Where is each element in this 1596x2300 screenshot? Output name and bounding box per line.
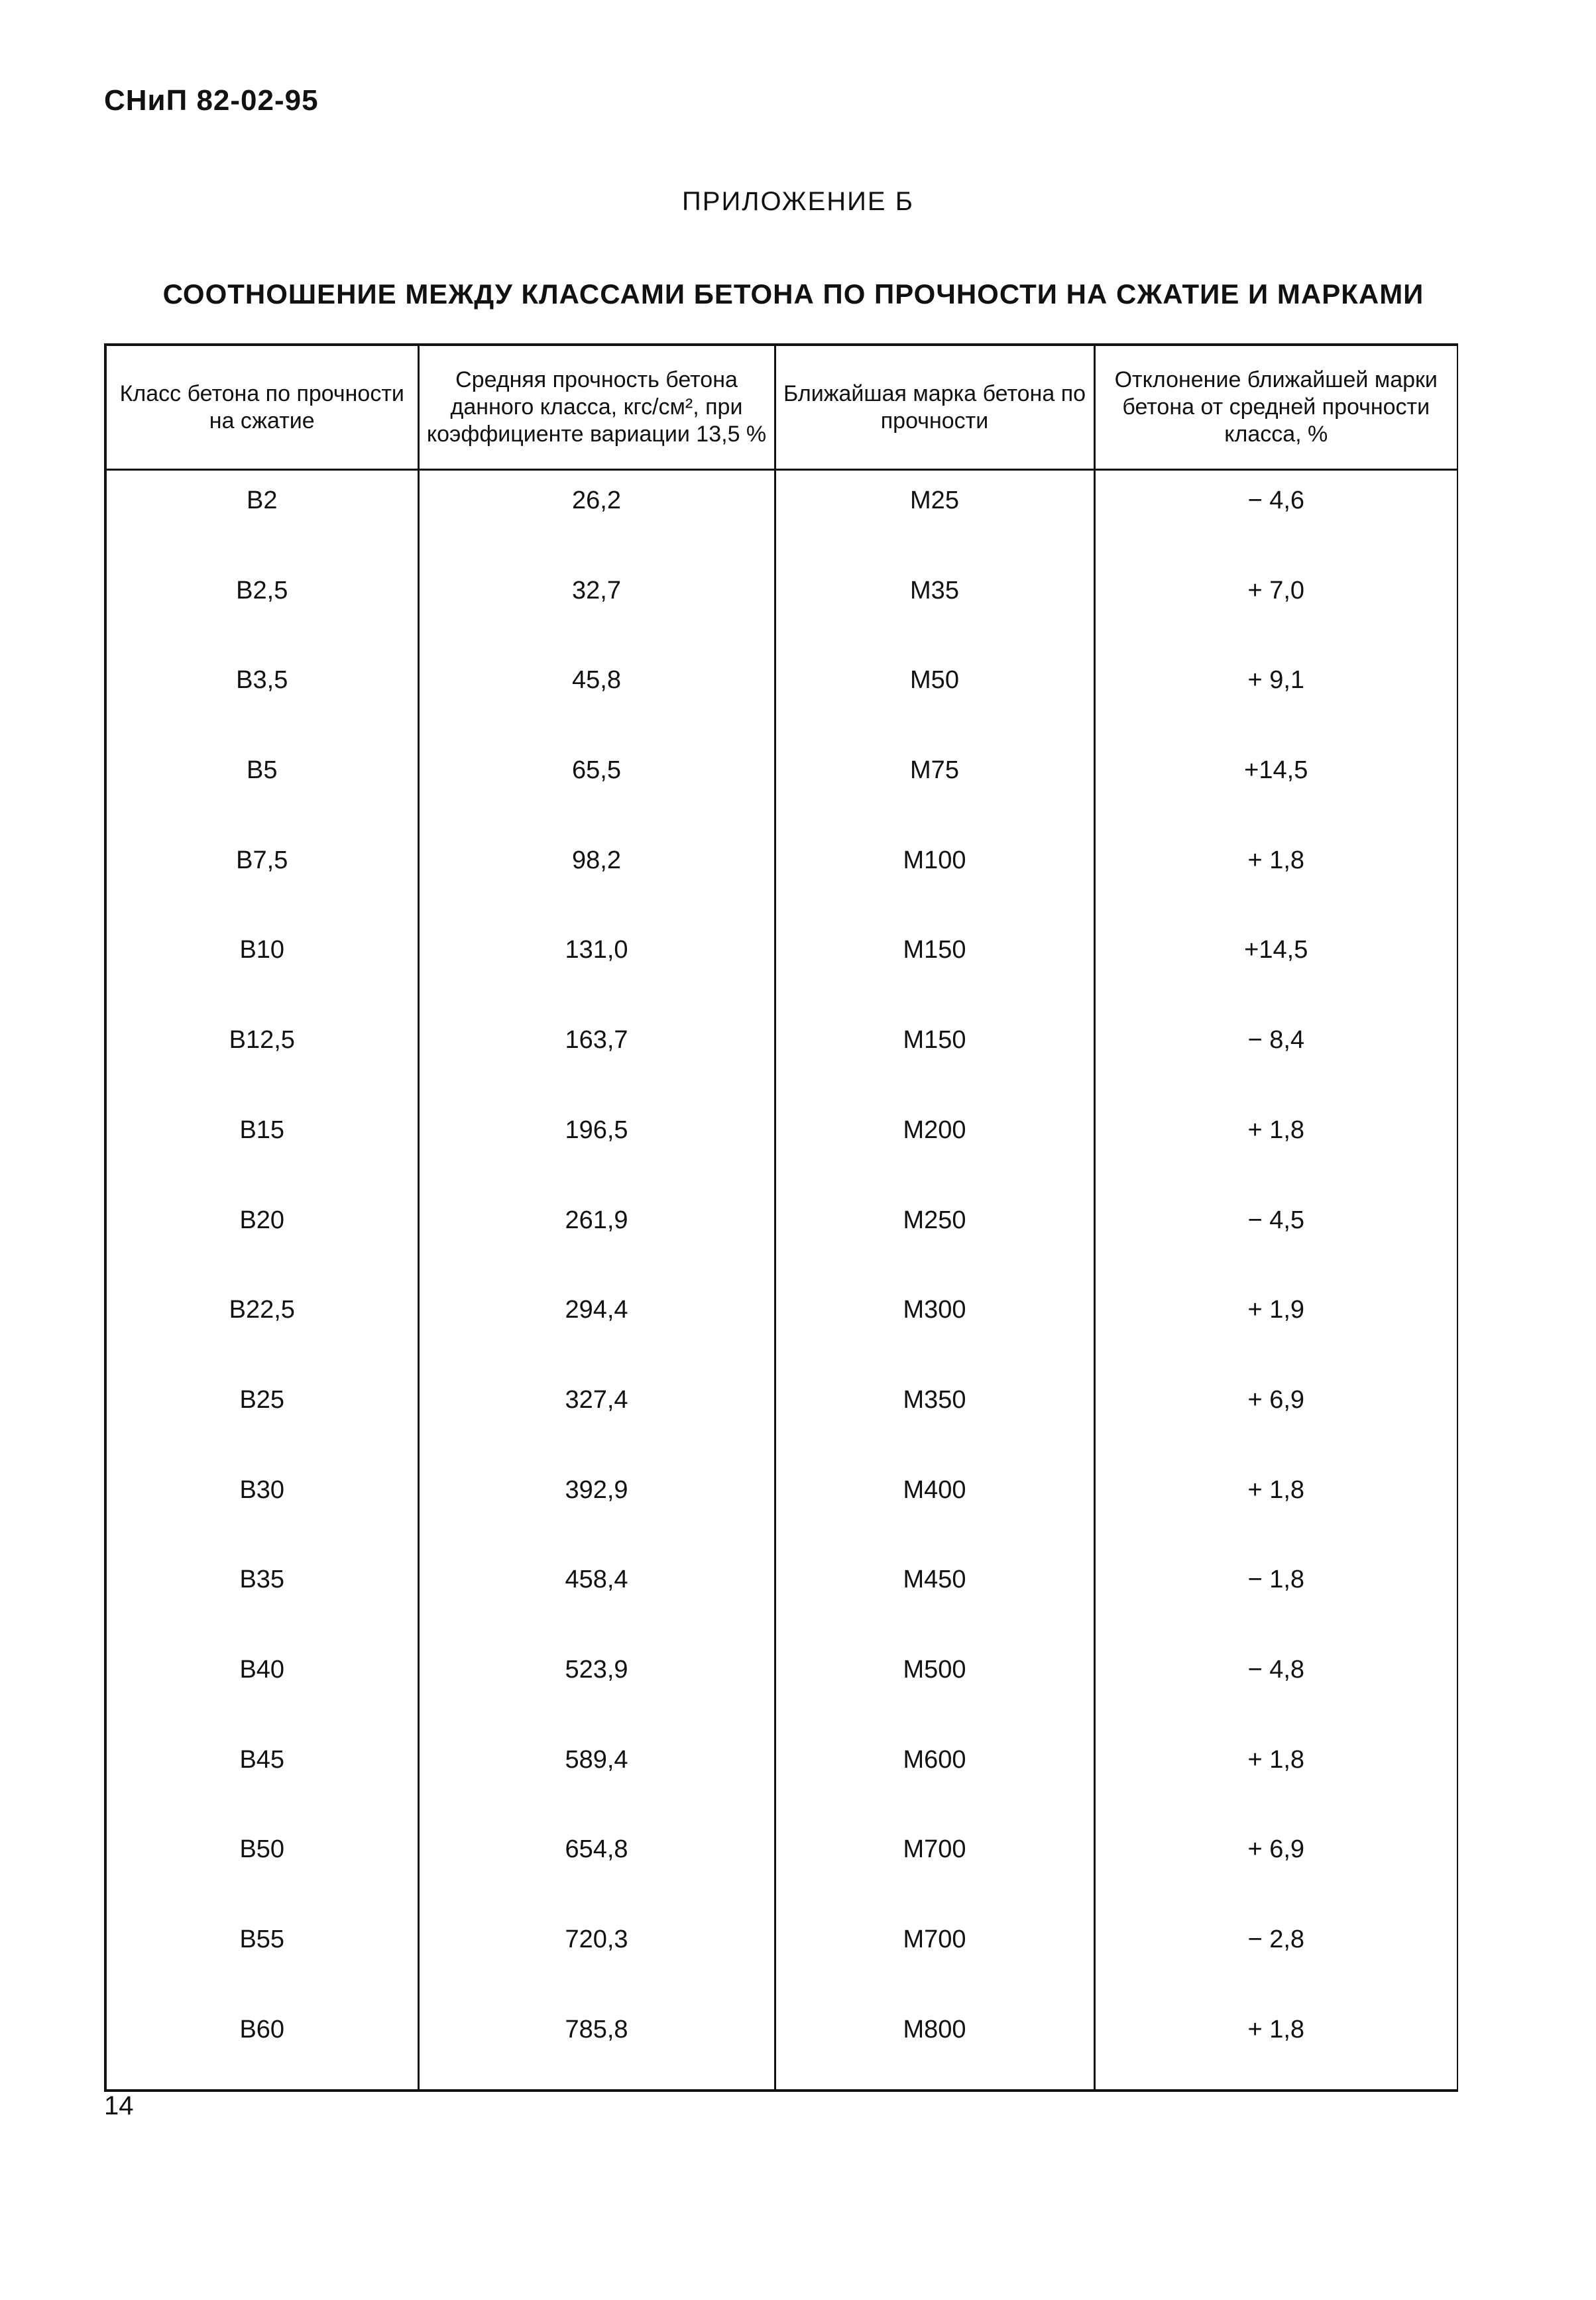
cell-deviation: [1094, 1640, 1457, 1730]
cell-mean-strength: [418, 1819, 775, 1910]
cell-class: [105, 561, 418, 651]
cell-deviation-value: + 1,8: [1247, 1116, 1305, 1144]
cell-class: [105, 920, 418, 1010]
cell-deviation: [1094, 1010, 1457, 1100]
cell-class: [105, 1370, 418, 1460]
table-row: [105, 650, 1457, 740]
table-row: [105, 831, 1457, 921]
cell-mean-strength: [418, 1010, 775, 1100]
cell-deviation-value: +14,5: [1244, 936, 1308, 964]
table-row: [105, 1640, 1457, 1730]
cell-class: [105, 1460, 418, 1550]
table-row: [105, 1910, 1457, 2000]
cell-nearest-grade: [775, 470, 1094, 561]
cell-nearest-grade-value: М600: [903, 1745, 966, 1774]
cell-nearest-grade: [775, 561, 1094, 651]
cell-class-value: В40: [239, 1655, 285, 1684]
table-row: [105, 1819, 1457, 1910]
cell-nearest-grade-value: М700: [903, 1835, 966, 1864]
cell-mean-strength: [418, 831, 775, 921]
cell-class-value: В30: [239, 1475, 285, 1504]
table-header-row: [105, 345, 1457, 470]
cell-mean-strength: [418, 2000, 775, 2091]
cell-deviation-value: +14,5: [1244, 756, 1308, 785]
appendix-label: ПРИЛОЖЕНИЕ Б: [682, 187, 914, 216]
cell-nearest-grade: [775, 1190, 1094, 1281]
cell-mean-strength-value: 45,8: [572, 666, 621, 695]
cell-class: [105, 1280, 418, 1370]
cell-class-value: В10: [239, 936, 285, 964]
cell-deviation-value: + 1,8: [1247, 2015, 1305, 2043]
cell-deviation: [1094, 1190, 1457, 1281]
cell-class-value: В2,5: [236, 576, 288, 604]
column-header-nearest-grade: Ближайшая марка бетона по прочности: [775, 345, 1094, 470]
table-row: [105, 1370, 1457, 1460]
cell-mean-strength-value: 26,2: [572, 487, 621, 514]
cell-class: [105, 1640, 418, 1730]
cell-deviation-value: − 1,8: [1247, 1566, 1305, 1594]
column-header-class: Класс бетона по прочности на сжатие: [105, 345, 418, 470]
cell-deviation-value: − 8,4: [1247, 1026, 1305, 1055]
cell-mean-strength: [418, 1100, 775, 1190]
cell-deviation: [1094, 740, 1457, 831]
cell-deviation: [1094, 1460, 1457, 1550]
cell-nearest-grade: [775, 1730, 1094, 1820]
cell-mean-strength-value: 261,9: [565, 1206, 628, 1234]
table-row: [105, 1460, 1457, 1550]
cell-nearest-grade-value: М35: [910, 576, 959, 604]
document-code: СНиП 82-02-95: [104, 84, 319, 117]
table-row: [105, 1280, 1457, 1370]
cell-nearest-grade-value: М350: [903, 1385, 966, 1414]
cell-class: [105, 1100, 418, 1190]
cell-class: [105, 1819, 418, 1910]
table-row: [105, 1730, 1457, 1820]
cell-nearest-grade: [775, 650, 1094, 740]
cell-mean-strength: [418, 1370, 775, 1460]
cell-deviation-value: + 1,8: [1247, 1475, 1305, 1504]
cell-nearest-grade: [775, 2000, 1094, 2091]
cell-mean-strength-value: 131,0: [565, 936, 628, 964]
cell-deviation-value: − 2,8: [1247, 1926, 1305, 1953]
cell-nearest-grade: [775, 1100, 1094, 1190]
cell-mean-strength-value: 523,9: [565, 1655, 628, 1684]
cell-deviation-value: + 6,9: [1247, 1385, 1305, 1414]
cell-nearest-grade-value: М800: [903, 2015, 966, 2043]
cell-deviation: [1094, 1370, 1457, 1460]
cell-nearest-grade: [775, 1010, 1094, 1100]
cell-class: [105, 1550, 418, 1640]
cell-class: [105, 1010, 418, 1100]
cell-mean-strength-value: 589,4: [565, 1745, 628, 1774]
table-row: [105, 2000, 1457, 2091]
cell-nearest-grade: [775, 831, 1094, 921]
cell-class: [105, 740, 418, 831]
cell-deviation-value: + 1,8: [1247, 846, 1305, 874]
cell-nearest-grade-value: М300: [903, 1296, 966, 1324]
cell-mean-strength: [418, 1730, 775, 1820]
cell-deviation: [1094, 650, 1457, 740]
cell-nearest-grade-value: М150: [903, 936, 966, 964]
table-row: [105, 470, 1457, 561]
concrete-class-table: [104, 343, 1458, 2092]
cell-mean-strength: [418, 470, 775, 561]
table-body: [105, 470, 1457, 2091]
cell-mean-strength-value: 654,8: [565, 1835, 628, 1864]
cell-deviation-value: + 6,9: [1247, 1835, 1305, 1864]
cell-deviation-value: − 4,6: [1247, 487, 1305, 514]
cell-deviation-value: − 4,8: [1247, 1655, 1305, 1684]
cell-class-value: В22,5: [229, 1296, 295, 1324]
table-row: [105, 1550, 1457, 1640]
cell-nearest-grade-value: М200: [903, 1116, 966, 1144]
page-number: 14: [104, 2091, 134, 2120]
cell-class-value: В60: [239, 2015, 285, 2043]
cell-deviation-value: + 9,1: [1247, 666, 1305, 695]
column-header-mean-strength: Средняя прочность бетона данного класса, кгс/см², при коэффициенте вариации 13,5 %: [418, 345, 775, 470]
cell-mean-strength: [418, 561, 775, 651]
cell-mean-strength-value: 65,5: [572, 756, 621, 785]
cell-deviation: [1094, 2000, 1457, 2091]
cell-class: [105, 2000, 418, 2091]
cell-mean-strength-value: 785,8: [565, 2015, 628, 2043]
cell-nearest-grade: [775, 1640, 1094, 1730]
cell-nearest-grade-value: М100: [903, 846, 966, 874]
cell-mean-strength-value: 196,5: [565, 1116, 628, 1144]
cell-mean-strength-value: 163,7: [565, 1026, 628, 1055]
cell-deviation: [1094, 920, 1457, 1010]
cell-class-value: В45: [239, 1745, 285, 1774]
cell-nearest-grade-value: М450: [903, 1566, 966, 1594]
cell-mean-strength: [418, 1190, 775, 1281]
cell-deviation: [1094, 1819, 1457, 1910]
cell-mean-strength: [418, 1910, 775, 2000]
cell-mean-strength-value: 720,3: [565, 1926, 628, 1953]
cell-nearest-grade-value: М25: [910, 487, 959, 514]
cell-mean-strength-value: 98,2: [572, 846, 621, 874]
cell-class: [105, 1910, 418, 2000]
cell-nearest-grade-value: М150: [903, 1026, 966, 1055]
cell-class: [105, 831, 418, 921]
cell-nearest-grade-value: М400: [903, 1475, 966, 1504]
cell-mean-strength-value: 327,4: [565, 1385, 628, 1414]
cell-nearest-grade-value: М500: [903, 1655, 966, 1684]
cell-class-value: В3,5: [236, 666, 288, 695]
cell-mean-strength: [418, 740, 775, 831]
cell-nearest-grade: [775, 1550, 1094, 1640]
cell-deviation: [1094, 470, 1457, 561]
cell-class-value: В35: [239, 1566, 285, 1594]
table-row: [105, 920, 1457, 1010]
cell-class-value: В25: [239, 1385, 285, 1414]
cell-mean-strength: [418, 1460, 775, 1550]
cell-deviation-value: + 7,0: [1247, 576, 1305, 604]
cell-nearest-grade: [775, 1280, 1094, 1370]
cell-deviation-value: + 1,9: [1247, 1296, 1305, 1324]
table-row: [105, 1190, 1457, 1281]
cell-nearest-grade: [775, 740, 1094, 831]
cell-nearest-grade: [775, 1910, 1094, 2000]
cell-class-value: В55: [239, 1926, 285, 1953]
cell-deviation: [1094, 1550, 1457, 1640]
cell-nearest-grade: [775, 1370, 1094, 1460]
cell-class: [105, 650, 418, 740]
column-header-deviation: Отклонение ближайшей марки бетона от средней прочности класса, %: [1094, 345, 1457, 470]
cell-mean-strength: [418, 1280, 775, 1370]
cell-class-value: В50: [239, 1835, 285, 1864]
table-row: [105, 561, 1457, 651]
cell-class: [105, 1190, 418, 1281]
cell-nearest-grade: [775, 1460, 1094, 1550]
table-row: [105, 740, 1457, 831]
cell-deviation: [1094, 831, 1457, 921]
cell-class-value: В5: [247, 756, 278, 785]
cell-deviation: [1094, 1100, 1457, 1190]
cell-mean-strength-value: 294,4: [565, 1296, 628, 1324]
cell-mean-strength-value: 458,4: [565, 1566, 628, 1594]
cell-deviation: [1094, 1910, 1457, 2000]
cell-deviation: [1094, 561, 1457, 651]
cell-nearest-grade-value: М75: [910, 756, 959, 785]
cell-class-value: В12,5: [229, 1026, 295, 1055]
cell-mean-strength: [418, 650, 775, 740]
cell-nearest-grade-value: М250: [903, 1206, 966, 1234]
cell-deviation-value: − 4,5: [1247, 1206, 1305, 1234]
cell-deviation: [1094, 1730, 1457, 1820]
cell-mean-strength-value: 392,9: [565, 1475, 628, 1504]
cell-nearest-grade-value: М700: [903, 1926, 966, 1953]
cell-class-value: В20: [239, 1206, 285, 1234]
cell-class: [105, 1730, 418, 1820]
cell-mean-strength: [418, 1550, 775, 1640]
cell-class: [105, 470, 418, 561]
cell-nearest-grade: [775, 1819, 1094, 1910]
cell-mean-strength: [418, 1640, 775, 1730]
table-title: СООТНОШЕНИЕ МЕЖДУ КЛАССАМИ БЕТОНА ПО ПРОЧНОСТИ НА СЖАТИЕ И МАРКАМИ: [162, 278, 1424, 310]
cell-deviation: [1094, 1280, 1457, 1370]
cell-class-value: В2: [247, 487, 278, 514]
cell-class-value: В15: [239, 1116, 285, 1144]
cell-nearest-grade: [775, 920, 1094, 1010]
cell-class-value: В7,5: [236, 846, 288, 874]
cell-nearest-grade-value: М50: [910, 666, 959, 695]
table-row: [105, 1010, 1457, 1100]
cell-mean-strength-value: 32,7: [572, 576, 621, 604]
cell-mean-strength: [418, 920, 775, 1010]
table-row: [105, 1100, 1457, 1190]
cell-deviation-value: + 1,8: [1247, 1745, 1305, 1774]
